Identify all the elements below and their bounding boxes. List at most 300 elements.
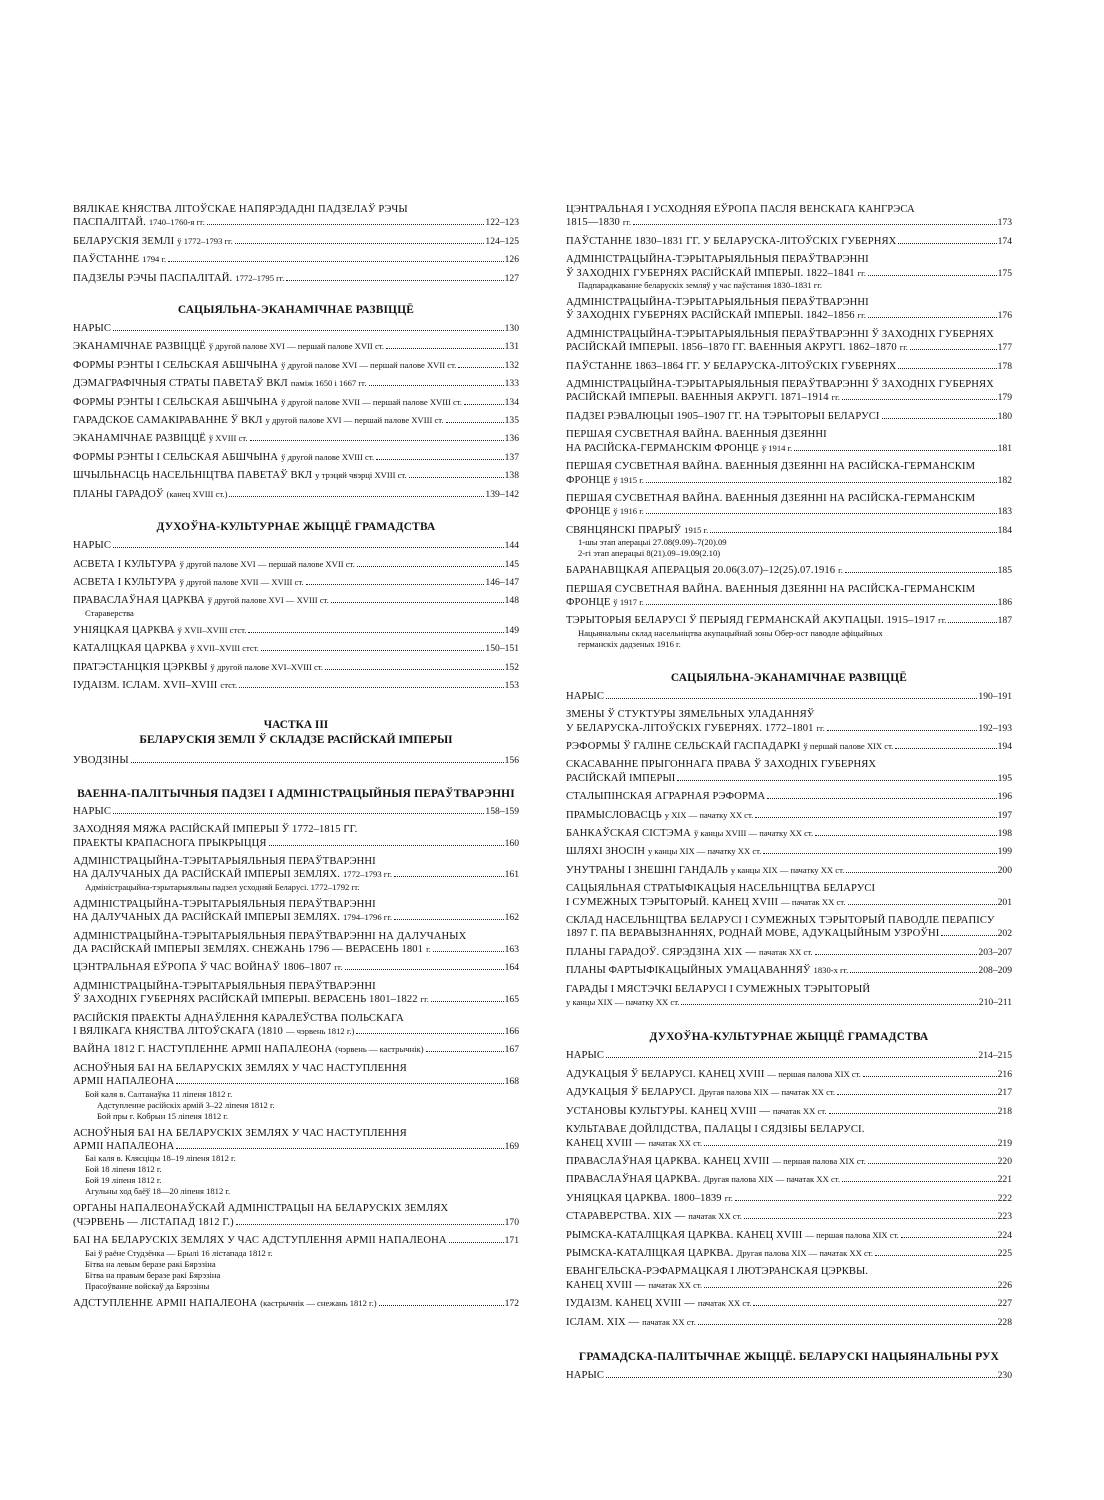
- toc-entry-title: КАНЕЦ XVIII —: [566, 1279, 646, 1291]
- toc-entry: [73, 576, 519, 589]
- page-number: 139–142: [485, 488, 519, 500]
- toc-entry-title: НАРЫС: [566, 1050, 604, 1062]
- toc-entry-title: АСВЕТА І КУЛЬТУРА: [73, 558, 177, 570]
- dot-leader: [677, 780, 996, 781]
- toc-entry-qualifier: пачатак XX ст.: [697, 1298, 752, 1309]
- page-number: 200: [997, 864, 1012, 876]
- dot-leader: [755, 817, 996, 818]
- dot-leader: [842, 1181, 997, 1182]
- toc-entry-title: ФОРМЫ РЭНТЫ І СЕЛЬСКАЯ АБШЧЫНА: [73, 359, 279, 371]
- toc-entry-qualifier: у XIX — пачатку XX ст.: [664, 809, 754, 820]
- toc-entry-qualifier: ў другой палове XVI — першай палове XVII ст.: [208, 341, 385, 352]
- toc-entry: [566, 827, 1012, 840]
- toc-right-column: [566, 203, 1012, 1387]
- toc-entry: [566, 296, 1012, 323]
- toc-entry: [73, 1234, 519, 1291]
- page-number: 224: [997, 1229, 1012, 1241]
- toc-entry: [566, 360, 1012, 373]
- toc-entry-title: АРМІІ НАПАЛЕОНА: [73, 1076, 175, 1088]
- toc-entry: [73, 539, 519, 552]
- toc-entry: [73, 1127, 519, 1198]
- toc-entry: [566, 809, 1012, 822]
- dot-leader: [815, 835, 996, 836]
- toc-entry-title: Ў ЗАХОДНІХ ГУБЕРНЯХ РАСІЙСКАЙ ІМПЕРЫІ. ВЕРАСЕНЬ 1801–1822: [73, 994, 418, 1006]
- toc-entry-qualifier: 1740–1760-я гг.: [148, 217, 205, 228]
- page-number: 146–147: [485, 576, 519, 588]
- toc-entry-row: [73, 272, 519, 285]
- toc-entry-title-line: ЕВАНГЕЛЬСКА-РЭФАРМАЦКАЯ І ЛЮТЭРАНСКАЯ ЦЭРКВЫ.: [566, 1266, 869, 1278]
- toc-entry-row: [566, 827, 1012, 840]
- toc-entry-title: НА ДАЛУЧАНЫХ ДА РАСІЙСКАЙ ІМПЕРЫІ ЗЕМЛЯХ.: [73, 869, 340, 881]
- dot-leader: [941, 935, 996, 936]
- toc-entry-qualifier: 1794 г.: [142, 254, 167, 265]
- page-number: 152: [504, 661, 519, 673]
- toc-entry-row: [566, 505, 1012, 518]
- toc-subentry: Баі ў раёне Студзёнка — Брылі 16 лістапада 1812 г.: [85, 1247, 273, 1258]
- toc-entry-title: Ў ЗАХОДНІХ ГУБЕРНЯХ РАСІЙСКАЙ ІМПЕРЫІ. 1822–1841: [566, 267, 855, 279]
- page-number: 226: [997, 1279, 1012, 1291]
- toc-entry-qualifier: гг.: [857, 267, 866, 278]
- toc-entry-title: НАРЫС: [73, 323, 111, 335]
- dot-leader: [248, 632, 503, 633]
- dot-leader: [207, 224, 485, 225]
- toc-entry-row: [566, 1068, 1012, 1081]
- toc-entry-title: ФРОНЦЕ: [566, 596, 611, 608]
- toc-entry-row: [73, 576, 519, 589]
- toc-entry-qualifier: ў 1916 г.: [613, 506, 644, 517]
- toc-entry: [566, 690, 1012, 703]
- toc-entry: [566, 328, 1012, 355]
- page-number: 196: [997, 791, 1012, 803]
- toc-entry: [566, 1369, 1012, 1382]
- page-number: 145: [504, 558, 519, 570]
- dot-leader: [325, 669, 504, 670]
- page-number: 172: [504, 1297, 519, 1309]
- dot-leader: [458, 367, 503, 368]
- dot-leader: [681, 1004, 977, 1005]
- toc-entry-row: [73, 414, 519, 427]
- toc-entry-title-line: АДМІНІСТРАЦЫЙНА-ТЭРЫТАРЫЯЛЬНЫЯ ПЕРАЎТВАРЭННІ: [73, 855, 376, 867]
- toc-entry-title: ІУДАІЗМ. ІСЛАМ. XVII–XVIII: [73, 679, 218, 691]
- section-heading: САЦЫЯЛЬНА-ЭКАНАМІЧНАЕ РАЗВІЦЦЁ: [177, 304, 415, 317]
- dot-leader: [379, 1305, 504, 1306]
- dot-leader: [704, 1145, 996, 1146]
- toc-entry-title-line: ЦЭНТРАЛЬНАЯ І УСХОДНЯЯ ЕЎРОПА ПАСЛЯ ВЕНСКАГА КАНГРЭСА: [566, 204, 915, 215]
- toc-subentry: Адступленне расійскіх армій 3–22 ліпеня 1812 г.: [97, 1099, 275, 1110]
- part-title: ЧАСТКА III: [263, 719, 329, 732]
- dot-leader: [827, 730, 978, 731]
- toc-entry-title: ПАЎСТАННЕ: [73, 254, 140, 266]
- toc-entry-title-line: ПЕРШАЯ СУСВЕТНАЯ ВАЙНА. ВАЕННЫЯ ДЗЕЯННІ НА РАСІЙСКА-ГЕРМАНСКІМ: [566, 583, 976, 595]
- section-heading: ГРАМАДСКА-ПАЛІТЫЧНАЕ ЖЫЦЦЁ. БЕЛАРУСКІ НАЦЫЯНАЛЬНЫ РУХ: [578, 1350, 1000, 1363]
- toc-entry-title: НАРЫС: [73, 540, 111, 552]
- page-number: 170: [504, 1216, 519, 1228]
- toc-entry-row: [566, 1173, 1012, 1186]
- page-number: 167: [504, 1044, 519, 1056]
- dot-leader: [606, 1377, 997, 1378]
- toc-entry: [566, 524, 1012, 559]
- toc-entry-title: ЭКАНАМІЧНАЕ РАЗВІЦЦЁ: [73, 341, 206, 353]
- dot-leader: [345, 969, 504, 970]
- toc-list: [73, 539, 519, 692]
- toc-left-column: [73, 203, 519, 1315]
- toc-entry-title: УНІЯЦКАЯ ЦАРКВА. 1800–1839: [566, 1192, 722, 1204]
- toc-entry-row: [73, 961, 519, 974]
- dot-leader: [948, 622, 996, 623]
- toc-entry-row: [566, 564, 1012, 577]
- toc-entry-qualifier: 1772–1795 гг.: [235, 272, 285, 283]
- dot-leader: [848, 904, 997, 905]
- dot-leader: [606, 1057, 977, 1058]
- toc-entry: [566, 1049, 1012, 1062]
- toc-entry-title: БЕЛАРУСКІЯ ЗЕМЛІ: [73, 235, 175, 247]
- page-number: 173: [997, 217, 1012, 229]
- dot-leader: [815, 954, 978, 955]
- toc-entry: [566, 235, 1012, 248]
- page-number: 221: [997, 1174, 1012, 1186]
- toc-entry-row: [566, 1192, 1012, 1205]
- toc-entry: [566, 882, 1012, 909]
- toc-entry-row: [566, 442, 1012, 455]
- dot-leader: [269, 845, 504, 846]
- page-number: 222: [997, 1192, 1012, 1204]
- toc-entry-row: [73, 340, 519, 353]
- toc-list: [73, 322, 519, 501]
- page-number: 230: [997, 1369, 1012, 1381]
- page-number: 138: [504, 470, 519, 482]
- dot-leader: [409, 477, 504, 478]
- toc-entry-qualifier: гг.: [938, 615, 947, 626]
- dot-leader: [633, 224, 997, 225]
- toc-entry: [73, 432, 519, 445]
- toc-entry-row: [566, 1369, 1012, 1382]
- toc-entry: [73, 272, 519, 285]
- toc-entry-title: 1815—1830: [566, 217, 620, 229]
- toc-entry: [566, 845, 1012, 858]
- page-number: 192–193: [978, 722, 1012, 734]
- toc-entry: [566, 946, 1012, 959]
- toc-entry-qualifier: — першая палова XIX ст.: [772, 1155, 866, 1166]
- dot-leader: [369, 385, 504, 386]
- toc-entry-row: [73, 377, 519, 390]
- toc-entry-title: ТЭРЫТОРЫЯ БЕЛАРУСІ Ў ПЕРЫЯД ГЕРМАНСКАЙ АКУПАЦЫІ. 1915–1917: [566, 615, 936, 627]
- toc-entry-row: [566, 1105, 1012, 1118]
- toc-entry: [73, 930, 519, 957]
- page-number: 182: [997, 474, 1012, 486]
- page-number: 133: [504, 378, 519, 390]
- page-number: 214–215: [978, 1050, 1012, 1062]
- toc-entry-title: ПАЎСТАННЕ 1863–1864 ГГ. У БЕЛАРУСКА-ЛІТОЎСКІХ ГУБЕРНЯХ: [566, 360, 897, 372]
- toc-entry: [73, 1012, 519, 1039]
- dot-leader: [356, 1033, 503, 1034]
- toc-entry-row: [73, 911, 519, 924]
- section-heading: ВАЕННА-ПАЛІТЫЧНЫЯ ПАДЗЕІ І АДМІНІСТРАЦЫЙНЫЯ ПЕРАЎТВАРЭННІ: [77, 787, 515, 800]
- page-number: 198: [997, 828, 1012, 839]
- dot-leader: [646, 482, 997, 483]
- toc-entry-row: [566, 722, 1012, 735]
- page-number: 174: [997, 235, 1012, 247]
- toc-entry-row: [566, 235, 1012, 248]
- page-number: 223: [997, 1211, 1012, 1223]
- toc-entry-qualifier: 1794–1796 гг.: [342, 912, 393, 923]
- dot-leader: [646, 604, 997, 605]
- toc-subentry: Бітва на левым беразе ракі Бярэзіна: [85, 1258, 216, 1269]
- toc-entry-title: УНУТРАНЫ І ЗНЕШНІ ГАНДАЛЬ: [566, 864, 728, 876]
- toc-entry-qualifier: гг.: [622, 217, 632, 228]
- page-number: 127: [504, 272, 519, 284]
- toc-list: [566, 1369, 1012, 1382]
- dot-leader: [261, 650, 484, 651]
- toc-entry-title-line: АДМІНІСТРАЦЫЙНА-ТЭРЫТАРЫЯЛЬНЫЯ ПЕРАЎТВАРЭННІ НА ДАЛУЧАНЫХ: [73, 930, 467, 942]
- page-number: 227: [997, 1298, 1012, 1310]
- toc-entry-qualifier: ў 1917 г.: [613, 596, 644, 607]
- toc-entry: [73, 661, 519, 674]
- page-number: 164: [504, 962, 519, 974]
- toc-entry-qualifier: ў другой палове XVII — XVIII ст.: [179, 576, 304, 587]
- toc-entry-title: СТАРАВЕРСТВА. XIX —: [566, 1211, 686, 1223]
- dot-leader: [735, 1200, 997, 1201]
- toc-entry-row: [566, 1210, 1012, 1223]
- dot-leader: [829, 1113, 997, 1114]
- toc-entry-qualifier: гг.: [831, 392, 840, 403]
- toc-entry-qualifier: ў другой палове XVII — першай палове XVIII ст.: [281, 396, 463, 407]
- toc-entry: [566, 1265, 1012, 1292]
- dot-leader: [357, 566, 504, 567]
- toc-subentry: Бой 18 ліпеня 1812 г.: [85, 1164, 162, 1175]
- page-number: 180: [997, 410, 1012, 422]
- toc-entry-row: [566, 845, 1012, 858]
- toc-entry: [73, 396, 519, 409]
- toc-entry-qualifier: ў XVIII ст.: [208, 433, 248, 444]
- toc-entry-row: [566, 360, 1012, 373]
- toc-entry: [73, 594, 519, 618]
- toc-entry-row: [73, 868, 519, 881]
- dot-leader: [235, 243, 485, 244]
- toc-entry: [566, 1105, 1012, 1118]
- toc-entry-title: ПРАВАСЛАЎНАЯ ЦАРКВА. КАНЕЦ XVIII: [566, 1155, 770, 1167]
- toc-entry-row: [73, 1140, 519, 1153]
- toc-entry-title: АДУКАЦЫЯ Ў БЕЛАРУСІ. КАНЕЦ XVIII: [566, 1068, 765, 1080]
- toc-entry-title: Ў ЗАХОДНІХ ГУБЕРНЯХ РАСІЙСКАЙ ІМПЕРЫІ. 1842–1856: [566, 310, 855, 322]
- toc-subentry: Бой пры г. Кобрын 15 ліпеня 1812 г.: [97, 1110, 229, 1121]
- toc-entry-title: ПРАМЫСЛОВАСЦЬ: [566, 809, 662, 821]
- dot-leader: [837, 1094, 996, 1095]
- dot-leader: [394, 876, 504, 877]
- toc-subentry: Адміністрацыйна-тэрытарыяльны падзел усходняй Беларусі. 1772–1792 гг.: [85, 881, 360, 892]
- toc-subentry: 1-шы этап аперацыі 27.08(9.09)–7(20).09: [578, 537, 727, 548]
- toc-subentry: Бой каля в. Салтанаўка 11 ліпеня 1812 г.: [85, 1088, 233, 1099]
- toc-entry-row: [73, 451, 519, 464]
- toc-entry: [566, 790, 1012, 803]
- toc-entry-row: [73, 216, 519, 229]
- toc-entry-row: [566, 474, 1012, 487]
- toc-entry-title: УНІЯЦКАЯ ЦАРКВА: [73, 624, 175, 636]
- toc-entry: [566, 564, 1012, 577]
- dot-leader: [331, 602, 504, 603]
- toc-entry-qualifier: ў другой палове XVIII ст.: [281, 451, 375, 462]
- dot-leader: [744, 1218, 997, 1219]
- toc-entry-row: [566, 1316, 1012, 1329]
- dot-leader: [898, 243, 996, 244]
- toc-entry: [73, 679, 519, 692]
- toc-entry-title: НАРЫС: [73, 805, 111, 817]
- toc-entry-title: СВЯНЦЯНСКІ ПРАРЫЎ: [566, 524, 682, 536]
- toc-entry-row: [73, 558, 519, 571]
- dot-leader: [895, 748, 996, 749]
- toc-list: [73, 203, 519, 285]
- toc-entry-row: [566, 216, 1012, 229]
- toc-entry-title-line: АДМІНІСТРАЦЫЙНА-ТЭРЫТАРЫЯЛЬНЫЯ ПЕРАЎТВАРЭННІ Ў ЗАХОДНІХ ГУБЕРНЯХ: [566, 328, 994, 340]
- toc-entry-title-line: ПЕРШАЯ СУСВЕТНАЯ ВАЙНА. ВАЕННЫЯ ДЗЕЯННІ: [566, 429, 827, 441]
- toc-entry-row: [566, 1137, 1012, 1150]
- toc-entry: [566, 1192, 1012, 1205]
- toc-entry-row: [566, 1049, 1012, 1062]
- page-number: 210–211: [978, 997, 1012, 1009]
- toc-entry-title: ПРАТЭСТАНЦКІЯ ЦЭРКВЫ: [73, 661, 208, 673]
- dot-leader: [794, 450, 996, 451]
- toc-subentry: Прасоўванне войскаў да Бярэзіны: [85, 1280, 210, 1291]
- dot-leader: [176, 1083, 503, 1084]
- toc-entry-title: ПЛАНЫ ГАРАДОЎ. СЯРЭДЗІНА XIX —: [566, 946, 756, 958]
- toc-entry-row: [566, 896, 1012, 909]
- toc-entry-title-line: АСНОЎНЫЯ БАІ НА БЕЛАРУСКІХ ЗЕМЛЯХ У ЧАС НАСТУПЛЕННЯ: [73, 1062, 407, 1074]
- toc-entry-row: [73, 661, 519, 674]
- page-number: 131: [504, 341, 519, 353]
- toc-entry-title: НА ДАЛУЧАНЫХ ДА РАСІЙСКАЙ ІМПЕРЫІ ЗЕМЛЯХ.: [73, 912, 340, 924]
- toc-entry-title-line: КУЛЬТАВАЕ ДОЙЛІДСТВА, ПАЛАЦЫ І СЯДЗІБЫ БЕЛАРУСІ.: [566, 1124, 865, 1136]
- page-number: 160: [504, 837, 519, 849]
- page-number: 208–209: [978, 965, 1012, 977]
- toc-entry-title: ШЧЫЛЬНАСЦЬ НАСЕЛЬНІЦТВА ПАВЕТАЎ ВКЛ: [73, 470, 313, 482]
- toc-entry: [566, 614, 1012, 649]
- toc-entry-title: РЭФОРМЫ Ў ГАЛІНЕ СЕЛЬСКАЙ ГАСПАДАРКІ: [566, 740, 801, 752]
- page-number: 220: [997, 1155, 1012, 1167]
- toc-entry-title: АСВЕТА І КУЛЬТУРА: [73, 576, 177, 588]
- toc-entry-qualifier: пачатак XX ст.: [758, 946, 813, 957]
- toc-entry-title: АРМІІ НАПАЛЕОНА: [73, 1141, 175, 1153]
- toc-entry-row: [566, 1247, 1012, 1260]
- toc-entry-title: ПЛАНЫ ФАРТЫФІКАЦЫЙНЫХ УМАЦАВАННЯЎ: [566, 965, 811, 977]
- page-number: 219: [997, 1137, 1012, 1149]
- toc-entry: [566, 1155, 1012, 1168]
- toc-entry: [566, 253, 1012, 291]
- toc-subentry: Баі каля в. Клясціцы 18–19 ліпеня 1812 г.: [85, 1153, 236, 1164]
- toc-entry-row: [73, 993, 519, 1006]
- toc-entry-qualifier: стст.: [220, 679, 238, 690]
- toc-entry: [73, 624, 519, 637]
- dot-leader: [376, 459, 504, 460]
- toc-entry: [73, 558, 519, 571]
- toc-entry-row: [73, 624, 519, 637]
- dot-leader: [710, 532, 996, 533]
- toc-subentry: Бітва на правым беразе ракі Бярэзіна: [85, 1269, 221, 1280]
- toc-entry-row: [566, 740, 1012, 753]
- toc-entry-row: [566, 690, 1012, 703]
- toc-subentry: Нацыянальны склад насельніцтва акупацыйнай зоны Обер-ост паводле афіцыйных: [578, 627, 883, 638]
- toc-entry-row: [73, 679, 519, 692]
- toc-entry-qualifier: ў другой палове XVI — XVIII ст.: [207, 595, 329, 606]
- toc-entry-row: [566, 790, 1012, 803]
- toc-entry: [566, 964, 1012, 977]
- toc-subentry: Бой 19 ліпеня 1812 г.: [85, 1175, 162, 1186]
- dot-leader: [698, 1324, 997, 1325]
- toc-entry-title-line: ГАРАДЫ І МЯСТЭЧКІ БЕЛАРУСІ І СУМЕЖНЫХ ТЭРЫТОРЫЙ: [566, 983, 871, 995]
- toc-entry-row: [566, 864, 1012, 877]
- toc-entry-row: [566, 996, 1012, 1009]
- part-subtitle: БЕЛАРУСКІЯ ЗЕМЛІ Ў СКЛАДЗЕ РАСІЙСКАЙ ІМПЕРЫІ: [139, 734, 453, 747]
- toc-entry: [73, 253, 519, 266]
- page-number: 150–151: [485, 643, 519, 655]
- toc-entry: [73, 1043, 519, 1056]
- page-number: 216: [997, 1068, 1012, 1080]
- toc-entry-qualifier: у другой палове XVI — першай палове XVIII ст.: [265, 415, 444, 426]
- toc-entry-title-line: ПЕРШАЯ СУСВЕТНАЯ ВАЙНА. ВАЕННЫЯ ДЗЕЯННІ НА РАСІЙСКА-ГЕРМАНСКІМ: [566, 461, 976, 473]
- toc-entry-qualifier: у канцы XIX — пачатку XX ст.: [647, 846, 762, 857]
- toc-entry-row: [73, 805, 519, 818]
- toc-entry-row: [73, 1075, 519, 1088]
- toc-entry-row: [566, 946, 1012, 959]
- toc-entry: [566, 583, 1012, 610]
- toc-entry-qualifier: гг.: [857, 310, 866, 321]
- toc-entry-title: ПАСПАЛІТАЙ.: [73, 217, 146, 229]
- toc-entry-title: КАНЕЦ XVIII —: [566, 1137, 646, 1149]
- toc-entry-row: [566, 596, 1012, 609]
- toc-entry-row: [566, 614, 1012, 627]
- toc-entry-qualifier: гг.: [724, 1192, 733, 1203]
- section-heading: ДУХОЎНА-КУЛЬТУРНАЕ ЖЫЦЦЁ ГРАМАДСТВА: [156, 521, 436, 534]
- toc-entry-row: [73, 322, 519, 335]
- toc-entry: [566, 1173, 1012, 1186]
- toc-subentry: германскіх дадзеных 1916 г.: [578, 638, 681, 649]
- toc-entry-row: [566, 1086, 1012, 1099]
- toc-entry: [566, 758, 1012, 785]
- toc-entry-title-line: АДМІНІСТРАЦЫЙНА-ТЭРЫТАРЫЯЛЬНЫЯ ПЕРАЎТВАРЭННІ: [73, 898, 376, 910]
- toc-entry: [566, 914, 1012, 941]
- toc-entry-row: [566, 809, 1012, 822]
- toc-entry-title-line: ВЯЛІКАЕ КНЯСТВА ЛІТОЎСКАЕ НАПЯРЭДАДНІ ПАДЗЕЛАЎ РЭЧЫ: [73, 204, 408, 215]
- page-number: 179: [997, 392, 1012, 404]
- toc-entry-qualifier: гг.: [334, 962, 343, 973]
- toc-entry-row: [73, 253, 519, 266]
- toc-entry: [73, 823, 519, 850]
- toc-entry: [73, 469, 519, 482]
- toc-entry-title-line: СКЛАД НАСЕЛЬНІЦТВА БЕЛАРУСІ І СУМЕЖНЫХ ТЭРЫТОРЫЙ ПАВОДЛЕ ПЕРАПІСУ: [566, 915, 995, 927]
- toc-entry: [73, 414, 519, 427]
- dot-leader: [846, 872, 996, 873]
- toc-list: [566, 1049, 1012, 1329]
- toc-entry-row: [566, 1229, 1012, 1242]
- section-heading: САЦЫЯЛЬНА-ЭКАНАМІЧНАЕ РАЗВІЦЦЁ: [670, 671, 908, 684]
- toc-entry: [73, 235, 519, 248]
- toc-entry-qualifier: ў 1915 г.: [613, 474, 644, 485]
- toc-entry-qualifier: у канцы XIX — пачатку XX ст.: [566, 997, 680, 1008]
- toc-entry-title: КАТАЛІЦКАЯ ЦАРКВА: [73, 643, 188, 655]
- toc-entry-qualifier: (чэрвень — кастрычнік): [335, 1044, 424, 1055]
- dot-leader: [394, 919, 504, 920]
- toc-entry-qualifier: — першая палова XIX ст.: [767, 1068, 861, 1079]
- toc-entry: [566, 1210, 1012, 1223]
- dot-leader: [131, 762, 504, 763]
- toc-entry-title-line: СКАСАВАННЕ ПРЫГОННАГА ПРАВА Ў ЗАХОДНІХ ГУБЕРНЯХ: [566, 759, 877, 771]
- page-number: 171: [504, 1235, 519, 1247]
- toc-entry-qualifier: — пачатак XX ст.: [781, 896, 846, 907]
- toc-entry-title: (ЧЭРВЕНЬ — ЛІСТАПАД 1812 Г.): [73, 1216, 234, 1228]
- toc-entry-row: [566, 309, 1012, 322]
- toc-entry-title: ПАЎСТАННЕ 1830–1831 ГГ. У БЕЛАРУСКА-ЛІТОЎСКІХ ГУБЕРНЯХ: [566, 235, 897, 247]
- toc-entry: [566, 1068, 1012, 1081]
- dot-leader: [113, 547, 504, 548]
- toc-entry-row: [566, 410, 1012, 423]
